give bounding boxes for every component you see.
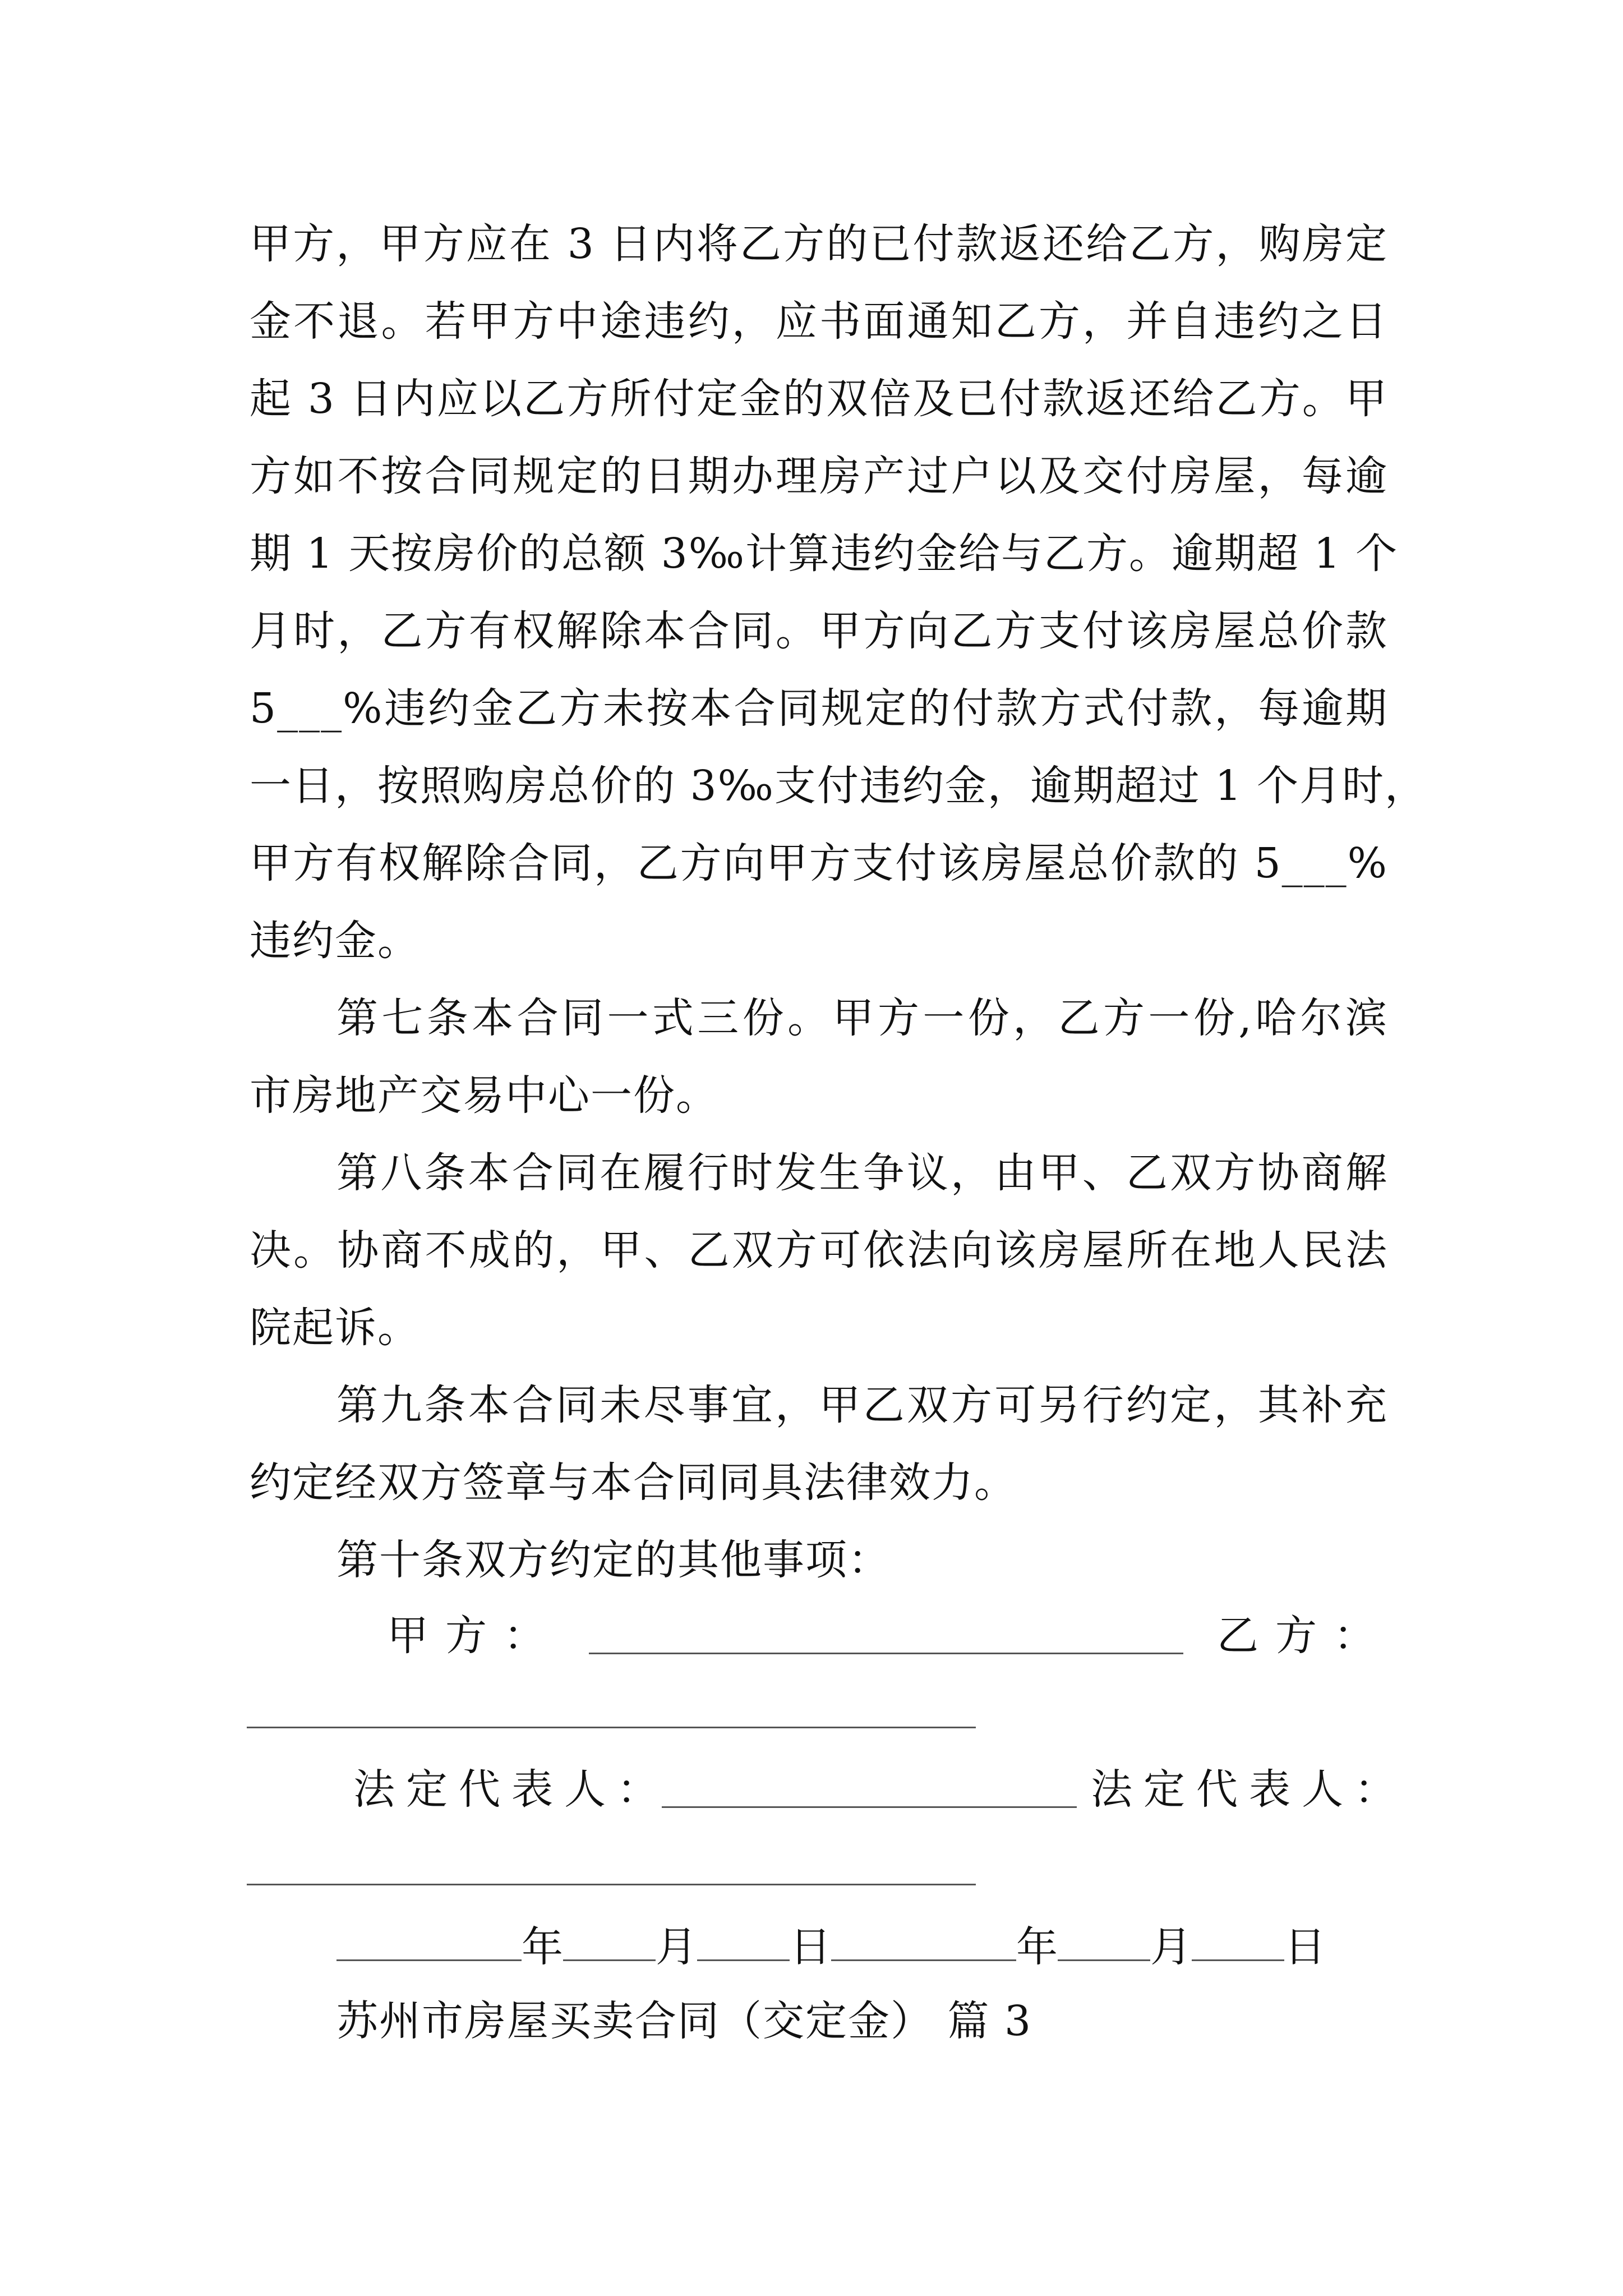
next-section-title: 苏州市房屋买卖合同（交定金） 篇 3 [336, 1997, 1032, 2045]
paragraph-line: 金不退。若甲方中途违约，应书面通知乙方，并自违约之日 [250, 297, 1388, 346]
paragraph-line: 月时，乙方有权解除本合同。甲方向乙方支付该房屋总价款 [250, 607, 1388, 655]
month-a-label: 月 [656, 1923, 697, 1971]
article-9-line: 第九条本合同未尽事宜，甲乙双方可另行约定，其补充 [336, 1381, 1388, 1429]
year-b-blank [831, 1916, 1016, 1961]
rep-a-signature-line [662, 1806, 1077, 1808]
paragraph-line: 期 1 天按房价的总额 3‰计算违约金给与乙方。逾期超 1 个 [250, 530, 1399, 578]
party-b-signature-line [247, 1727, 976, 1728]
party-a-signature-line [589, 1653, 1183, 1654]
year-a-label: 年 [522, 1923, 563, 1971]
day-b-label: 日 [1284, 1923, 1326, 1971]
year-b-label: 年 [1016, 1923, 1058, 1971]
article-7-line: 第七条本合同一式三份。甲方一份，乙方一份,哈尔滨 [336, 994, 1388, 1042]
paragraph-line: 一日，按照购房总价的 3‰支付违约金，逾期超过 1 个月时， [250, 762, 1428, 810]
day-a-blank [697, 1916, 790, 1961]
paragraph-line: 甲方有权解除合同，乙方向甲方支付该房屋总价款的 5___% [250, 839, 1388, 887]
rep-a-label: 法定代表人： [353, 1765, 670, 1814]
month-b-label: 月 [1150, 1923, 1192, 1971]
year-a-blank [336, 1916, 522, 1961]
rep-b-label: 法定代表人： [1091, 1765, 1407, 1814]
party-a-label: 甲方： [387, 1612, 562, 1660]
day-a-label: 日 [790, 1923, 831, 1971]
paragraph-line: 5___%违约金乙方未按本合同规定的付款方式付款，每逾期 [250, 684, 1388, 733]
paragraph-line: 甲方，甲方应在 3 日内将乙方的已付款返还给乙方，购房定 [250, 220, 1388, 268]
day-b-blank [1192, 1916, 1284, 1961]
article-8-line: 第八条本合同在履行时发生争议，由甲、乙双方协商解 [336, 1149, 1388, 1197]
article-10-line: 第十条双方约定的其他事项： [336, 1536, 891, 1584]
paragraph-line: 起 3 日内应以乙方所付定金的双倍及已付款返还给乙方。甲 [250, 375, 1388, 423]
article-8-line: 决。协商不成的，甲、乙双方可依法向该房屋所在地人民法 [250, 1226, 1388, 1274]
rep-b-signature-line [247, 1884, 976, 1885]
date-row [336, 1916, 1346, 1975]
article-8-line: 院起诉。 [250, 1304, 420, 1352]
paragraph-line: 违约金。 [250, 917, 420, 965]
month-a-blank [563, 1916, 656, 1961]
month-b-blank [1058, 1916, 1150, 1961]
article-9-line: 约定经双方签章与本合同同具法律效力。 [250, 1458, 1017, 1507]
article-7-line: 市房地产交易中心一份。 [250, 1071, 718, 1120]
party-b-label: 乙方： [1217, 1612, 1392, 1660]
paragraph-line: 方如不按合同规定的日期办理房产过户以及交付房屋，每逾 [250, 452, 1388, 500]
